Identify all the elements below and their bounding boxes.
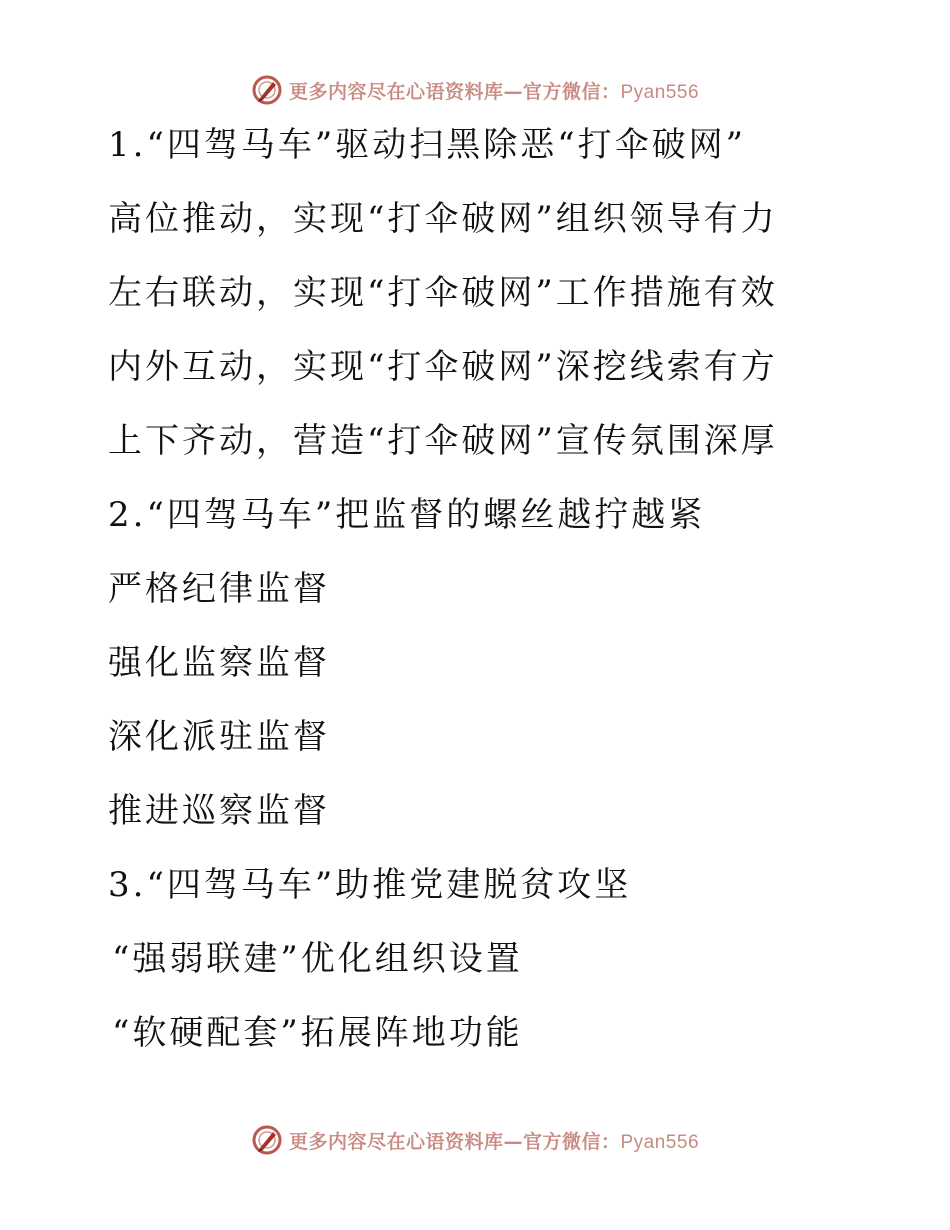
watermark-text: 更多内容尽在心语资料库—官方微信：Pyan556 — [288, 1130, 700, 1153]
heading-2: 2.“四驾马车”把监督的螺丝越拧越紧 — [108, 495, 706, 535]
list-item: 上下齐动，营造“打伞破网”宣传氛围深厚 — [108, 421, 778, 461]
footer-watermark — [0, 1120, 950, 1160]
list-item: 高位推动，实现“打伞破网”组织领导有力 — [108, 199, 778, 239]
document-body — [108, 108, 908, 1070]
heading-1: 1.“四驾马车”驱动扫黑除恶“打伞破网” — [108, 125, 746, 165]
seal-pen-icon — [251, 1124, 283, 1156]
list-item: 左右联动，实现“打伞破网”工作措施有效 — [108, 273, 778, 313]
list-item: 推进巡察监督 — [108, 791, 330, 831]
list-item: “强弱联建”优化组织设置 — [112, 939, 523, 979]
header-watermark — [0, 70, 950, 110]
list-item: 强化监察监督 — [108, 643, 330, 683]
seal-pen-icon — [251, 74, 283, 106]
list-item: “软硬配套”拓展阵地功能 — [112, 1013, 523, 1053]
list-item: 内外互动，实现“打伞破网”深挖线索有方 — [108, 347, 778, 387]
watermark-text: 更多内容尽在心语资料库—官方微信：Pyan556 — [288, 80, 700, 103]
list-item: 深化派驻监督 — [108, 717, 330, 757]
list-item: 严格纪律监督 — [108, 569, 330, 609]
heading-3: 3.“四驾马车”助推党建脱贫攻坚 — [108, 865, 632, 905]
